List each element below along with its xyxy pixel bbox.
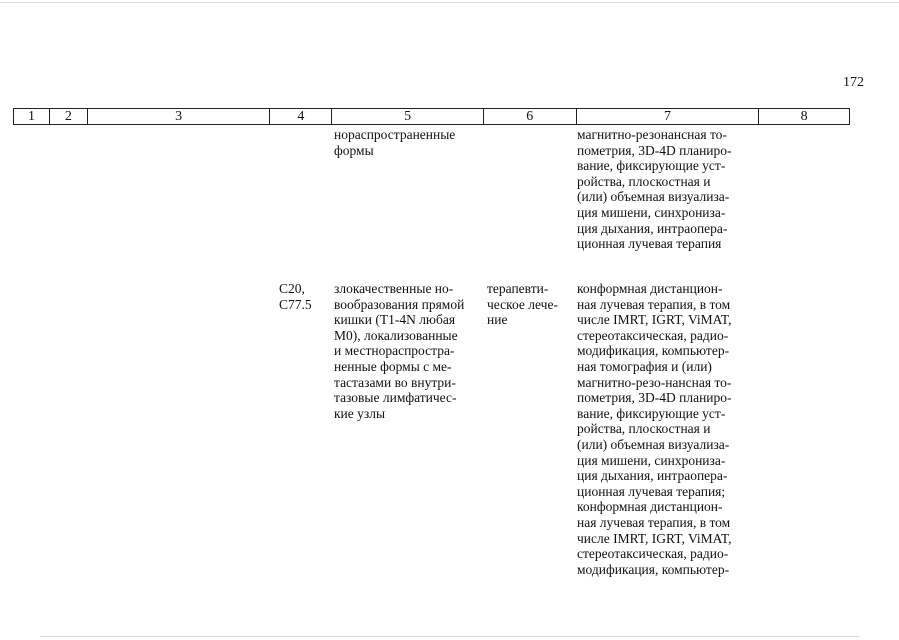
row2-diagnosis: злокачественные но- вообразования прямой кишки (T1-4N любая M0), локализованные и местнораспростра- ненные формы с ме- тастазами во внутри- тазовые лимфатичес- кие узлы — [334, 281, 465, 421]
scan-edge-bottom — [40, 636, 860, 637]
header-col-7: 7 — [577, 109, 760, 124]
page-number: 172 — [843, 75, 864, 90]
row2-treatment: терапевти- ческое лече- ние — [487, 281, 558, 328]
header-col-2: 2 — [50, 109, 88, 124]
row1-diagnosis: нораспространенные формы — [334, 127, 456, 158]
row1-method: магнитно-резонансная то- пометрия, 3D-4D планиро- вание, фиксирующие уст- ройства, плоскостная и (или) объемная визуализа- ция мишени, синхрониза- ция дыхания, интраопера- ционная лучевая терапия — [577, 127, 732, 252]
header-col-4: 4 — [270, 109, 332, 124]
header-col-3: 3 — [88, 109, 271, 124]
scan-edge-top — [0, 2, 899, 3]
header-col-6: 6 — [484, 109, 577, 124]
row2-method: конформная дистанцион- ная лучевая терапия, в том числе IMRT, IGRT, ViMAT, стереотаксическая, радио- модификация, компьютер- ная томография и (или) магнитно-резо-нансная то- пометрия, 3D-4D планиро- вание, фиксирующие уст- ройства, плоскостная и (или) объемная визуализа- ция мишени, синхрониза- ция дыхания, интраопера- ционная лучевая терапия; конформная дистанцион- ная лучевая терапия, в том числе IMRT, IGRT, ViMAT, стереотаксическая, радио- модификация, компьютер- — [577, 281, 732, 577]
header-col-1: 1 — [14, 109, 50, 124]
row2-code: C20, C77.5 — [279, 281, 312, 312]
header-col-8: 8 — [800, 109, 808, 124]
table-header-row — [13, 108, 850, 125]
header-col-5: 5 — [332, 109, 484, 124]
